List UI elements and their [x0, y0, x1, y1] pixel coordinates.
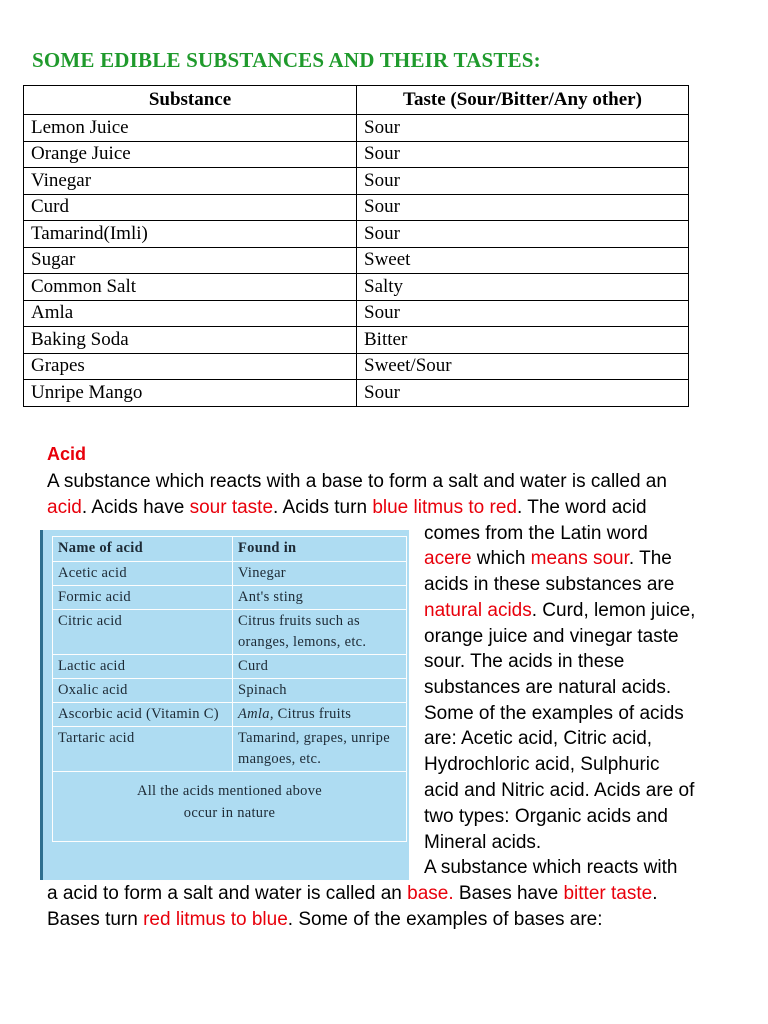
substance-cell: Common Salt — [24, 274, 357, 301]
acid-name-cell: Tartaric acid — [53, 727, 233, 772]
substance-cell: Orange Juice — [24, 141, 357, 168]
substance-cell: Grapes — [24, 353, 357, 380]
taste-cell: Bitter — [357, 327, 689, 354]
page-heading: SOME EDIBLE SUBSTANCES AND THEIR TASTES: — [32, 48, 541, 72]
table-row — [24, 194, 689, 221]
taste-cell: Sour — [357, 300, 689, 327]
header-name-of-acid: Name of acid — [53, 537, 233, 562]
table-row — [24, 141, 689, 168]
taste-cell: Salty — [357, 274, 689, 301]
table-row — [53, 655, 407, 679]
paragraph-line — [424, 752, 660, 778]
table-row — [24, 221, 689, 248]
text-span: two types: Organic acids and — [424, 806, 668, 827]
paragraph-line — [424, 598, 695, 624]
substance-cell: Curd — [24, 194, 357, 221]
text-span: . Acids turn — [273, 497, 373, 518]
found-in-cell — [233, 703, 407, 727]
paragraph-line — [424, 830, 541, 856]
text-span: . Some of the examples of bases are: — [287, 909, 603, 930]
text-span: acid and Nitric acid. Acids are of — [424, 780, 695, 801]
text-span: Bases turn — [47, 909, 144, 930]
header-substance: Substance — [24, 86, 357, 115]
table-row — [53, 772, 407, 842]
taste-cell: Sour — [357, 221, 689, 248]
table-row — [24, 247, 689, 274]
paragraph-line — [47, 907, 603, 933]
highlight-base: base. — [407, 883, 454, 904]
taste-cell: Sour — [357, 194, 689, 221]
highlight-means-sour: means sour — [530, 548, 629, 569]
paragraph-line — [47, 881, 657, 907]
table-row — [24, 353, 689, 380]
table-header-row — [24, 86, 689, 115]
text-span: A substance which reacts with a base to form a salt and water is called an — [47, 471, 667, 492]
substance-cell: Vinegar — [24, 168, 357, 195]
substance-cell: Tamarind(Imli) — [24, 221, 357, 248]
substance-cell: Lemon Juice — [24, 115, 357, 142]
highlight-bitter-taste: bitter taste — [563, 883, 653, 904]
text-span: Mineral acids. — [424, 832, 542, 853]
acid-section-title: Acid — [47, 444, 87, 464]
paragraph-line — [424, 804, 668, 830]
acid-name-cell: Ascorbic acid (Vitamin C) — [53, 703, 233, 727]
table-row — [24, 300, 689, 327]
acid-name-cell: Lactic acid — [53, 655, 233, 679]
note-text: All the acids mentioned above occur in nature — [136, 783, 323, 821]
text-span: acids in these substances are — [424, 574, 675, 595]
substance-cell: Sugar — [24, 247, 357, 274]
acid-name-cell: Oxalic acid — [53, 679, 233, 703]
paragraph-line — [424, 521, 648, 547]
table-row — [53, 679, 407, 703]
found-in-cell: Curd — [233, 655, 407, 679]
text-span: A substance which reacts with — [424, 857, 678, 878]
table-row — [53, 727, 407, 772]
taste-cell: Sour — [357, 141, 689, 168]
taste-cell: Sour — [357, 380, 689, 407]
table-row — [53, 703, 407, 727]
table-row — [24, 380, 689, 407]
text-span: substances are natural acids. — [424, 677, 672, 698]
found-in-cell: Spinach — [233, 679, 407, 703]
found-in-cell: Vinegar — [233, 562, 407, 586]
table-row — [53, 610, 407, 655]
taste-cell: Sweet — [357, 247, 689, 274]
table-row — [24, 115, 689, 142]
paragraph-line — [47, 495, 647, 521]
amla-italic: Amla — [238, 706, 270, 722]
text-span: . The word acid — [517, 497, 647, 518]
table-row — [24, 327, 689, 354]
found-in-cell: Ant's sting — [233, 586, 407, 610]
text-span: Bases have — [453, 883, 564, 904]
taste-cell: Sour — [357, 115, 689, 142]
text-span: . The — [628, 548, 672, 569]
text-span: . — [652, 883, 658, 904]
text-span: orange juice and vinegar taste — [424, 626, 679, 647]
text-span: sour. The acids in these — [424, 651, 625, 672]
highlight-blue-litmus: blue litmus to red — [372, 497, 517, 518]
highlight-acid: acid — [47, 497, 82, 518]
taste-table — [23, 85, 689, 407]
text-span: . Curd, lemon juice, — [531, 600, 696, 621]
text-span: comes from the Latin word — [424, 523, 648, 544]
header-taste: Taste (Sour/Bitter/Any other) — [357, 86, 689, 115]
paragraph-line — [424, 778, 694, 804]
table-row — [24, 274, 689, 301]
paragraph-line — [424, 701, 684, 727]
paragraph-line — [424, 649, 624, 675]
text-span: . Acids have — [81, 497, 190, 518]
paragraph-line — [424, 546, 672, 572]
text-span: Hydrochloric acid, Sulphuric — [424, 754, 660, 775]
taste-cell: Sweet/Sour — [357, 353, 689, 380]
acids-note — [53, 772, 407, 842]
acids-table-image — [40, 530, 413, 880]
paragraph-line — [424, 855, 677, 881]
substance-cell: Amla — [24, 300, 357, 327]
text-span: , Citrus fruits — [269, 706, 352, 722]
acid-name-cell: Formic acid — [53, 586, 233, 610]
found-in-cell: Citrus fruits such as oranges, lemons, etc. — [233, 610, 407, 655]
paragraph-line — [424, 624, 679, 650]
highlight-red-litmus: red litmus to blue — [143, 909, 288, 930]
table-row — [24, 168, 689, 195]
text-span: are: Acetic acid, Citric acid, — [424, 728, 653, 749]
acid-name-cell: Acetic acid — [53, 562, 233, 586]
highlight-acere: acere — [424, 548, 472, 569]
table-row — [53, 586, 407, 610]
paragraph-line — [424, 726, 652, 752]
image-edge — [409, 530, 413, 880]
taste-cell: Sour — [357, 168, 689, 195]
text-span: a acid to form a salt and water is called an — [47, 883, 408, 904]
table-row — [53, 562, 407, 586]
highlight-sour-taste: sour taste — [189, 497, 274, 518]
paragraph-line — [424, 675, 671, 701]
highlight-natural-acids: natural acids — [424, 600, 532, 621]
paragraph-line — [424, 572, 674, 598]
header-found-in: Found in — [233, 537, 407, 562]
table-header-row — [53, 537, 407, 562]
found-in-cell: Tamarind, grapes, unripe mangoes, etc. — [233, 727, 407, 772]
acids-table — [52, 536, 407, 842]
text-span: which — [471, 548, 531, 569]
paragraph-line — [47, 469, 667, 495]
acid-name-cell: Citric acid — [53, 610, 233, 655]
text-span: Some of the examples of acids — [424, 703, 684, 724]
substance-cell: Unripe Mango — [24, 380, 357, 407]
substance-cell: Baking Soda — [24, 327, 357, 354]
